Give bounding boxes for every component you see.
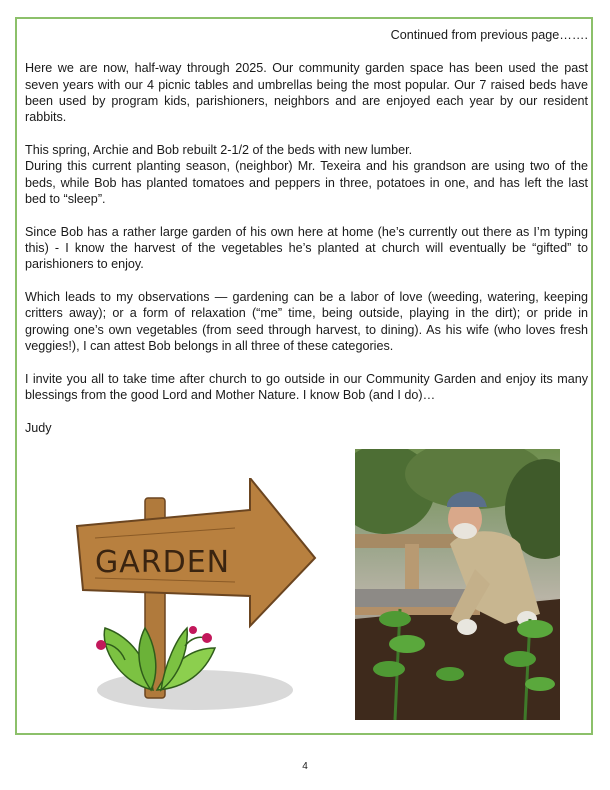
flower-bud [202,633,212,643]
flower-bud [96,640,106,650]
signature: Judy [25,420,52,435]
paragraph: I invite you all to take time after church to go outside in our Community Garden and enjoy its many blessings from the good Lord and Mother Nature. I know Bob (and I do)… [25,371,588,403]
garden-sign-illustration [65,478,325,718]
article-body [25,27,588,436]
page-number: 4 [302,761,308,772]
paragraph: Here we are now, half-way through 2025. Our community garden space has been used the past seven years with our 4 picnic tables and umbrellas being the most popular. Our 7 raised beds have been used by program kids, parishioners, neighbors and are enjoyed each year by our resident rabbits. [25,61,588,125]
paragraph: This spring, Archie and Bob rebuilt 2-1/2 of the beds with new lumber. [25,142,413,157]
paragraph: During this current planting season, (neighbor) Mr. Texeira and his grandson are using two of the beds, while Bob has planted tomatoes and peppers in three, potatoes in one, and has left the last bed to “sleep”. [25,159,588,206]
continued-note: Continued from previous page……. [390,28,588,42]
gardener-photo [355,449,560,720]
paragraph: Which leads to my observations — gardening can be a labor of love (weeding, watering, keeping critters away); or a form of relaxation (“me” time, being outside, playing in the dirt); or pride in growing one’s own vegetables (from seed through harvest, to dining). As his wife (who loves fresh veggies!), I can attest Bob belongs in all three of these categories. [25,290,588,353]
flower-bud [189,626,197,634]
paragraph: Since Bob has a rather large garden of his own here at home (he’s currently out there as I’m typing this) - I know the harvest of the vegetables he’s planted at church will eventually be “gifted” to parishioners to enjoy. [25,224,588,272]
sign-text: GARDEN [95,545,231,580]
